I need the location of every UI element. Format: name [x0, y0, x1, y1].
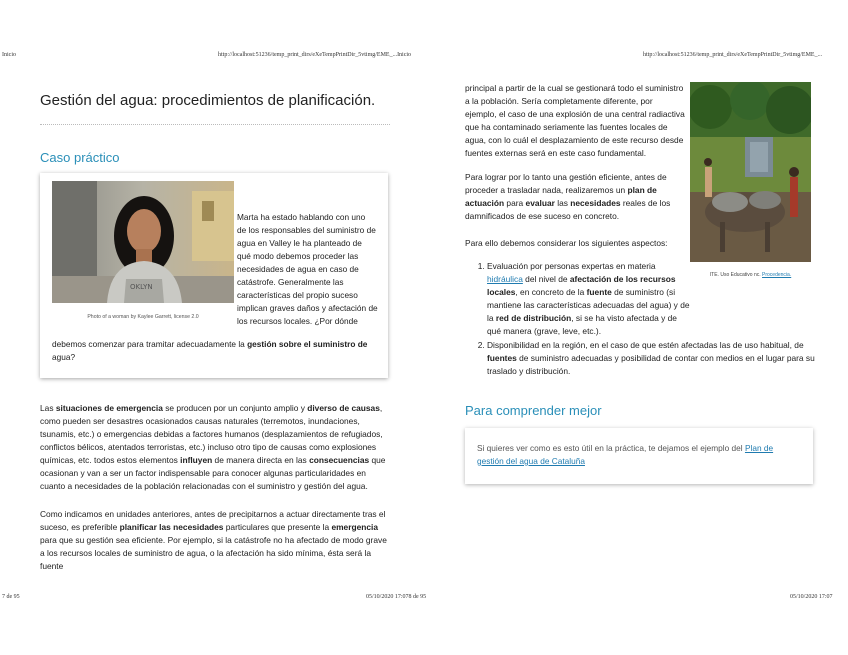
case-study-heading: Caso práctico: [40, 150, 120, 165]
case-text-line-5: necesidades de agua en caso de: [237, 264, 359, 274]
case-text-line-8: implican graves daños y afectación de: [237, 303, 378, 313]
woman-photo-caption: Photo of a woman by Kaylee Garrett, license 2.0: [87, 314, 199, 320]
text-run: de suministro (si mantiene las características adecuadas del agua) y de la: [487, 287, 690, 323]
print-footer-page-left: 7 de 95: [2, 594, 20, 600]
title-divider: [40, 124, 390, 125]
text-run: Evaluación por personas expertas en materia: [487, 261, 656, 271]
left-paragraph-2: [40, 508, 390, 573]
bold-run: necesidades: [570, 198, 621, 208]
right-paragraph-1: principal a partir de la cual se gestionará todo el suministro a la población. Sería completamente diferente, por ejemplo, el caso de una explosión de una central radiactiva que ha contaminado seriamente las fuentes locales de agua, con lo cuál el desplazamiento de este recurso desde fuentes externas será en este caso fundamental.: [465, 83, 685, 158]
bold-run: planificar las necesidades: [119, 522, 224, 532]
text-run: se producen por un conjunto amplio y: [162, 403, 308, 413]
case-text-line-1: Marta ha estado hablando con uno: [237, 212, 366, 222]
case-text-line-6: catástrofe. Generalmente las: [237, 277, 344, 287]
plan-gestion-link[interactable]: Plan de gestión del agua de Cataluña: [477, 443, 774, 466]
text-run: que ocasionan y van a ser un factor indispensable para conocer algunas particularidades en cuanto a necesidades de la población relacionadas con el suministro y gestión del agua.: [40, 455, 386, 491]
hidraulica-link[interactable]: hidráulica: [487, 274, 523, 284]
page-title: Gestión del agua: procedimientos de planificación.: [40, 92, 376, 109]
case-text-tail: [52, 338, 382, 364]
bold-run: diverso de causas: [307, 403, 380, 413]
bold-run: plan de actuación: [465, 185, 657, 208]
text-run: particulares que presente la: [223, 522, 332, 532]
bold-run: emergencia: [331, 522, 378, 532]
bold-run: evaluar: [525, 198, 555, 208]
case-text-line-4: qué modo debemos proceder las: [237, 251, 359, 261]
text-run: de suministro adecuadas y posibilidad de contar con medios en el lugar para su traslado y distribución.: [487, 353, 815, 376]
case-text-tail-bold: gestión sobre el suministro de: [247, 339, 368, 349]
text-run: del nivel de: [522, 274, 570, 284]
bold-run: afectación de los recursos locales: [487, 274, 676, 297]
text-run: , en concreto de la: [515, 287, 587, 297]
case-text-line-2: de los responsables del suministro de: [237, 225, 376, 235]
bold-run: fuente: [586, 287, 612, 297]
print-header-url-left: http://localhost:51236/temp_print_dirs/eXeTempPrintDir_5vtimg/EME_...Inicio: [218, 52, 412, 58]
left-paragraph-1: [40, 402, 390, 493]
print-footer-center: 05/10/2020 17:078 de 95: [366, 594, 427, 600]
text-run: Disponibilidad en la región, en el caso de que estén afectadas las de uso habitual, de: [487, 340, 804, 350]
text-run: Como indicamos en unidades anteriores, antes de precipitarnos a actuar directamente tras el suceso, es preferible: [40, 509, 386, 532]
right-paragraph-3: Para ello debemos considerar los siguientes aspectos:: [465, 238, 668, 248]
text-run: Si quieres ver como es esto útil en la práctica, te dejamos el ejemplo del: [477, 443, 745, 453]
print-header-title-left: Inicio: [2, 52, 16, 58]
text-run: reales de los damnificados de ese suceso en concreto.: [465, 198, 671, 221]
print-header-url-right: http://localhost:51236/temp_print_dirs/eXeTempPrintDir_5vtimg/EME_...: [643, 52, 823, 58]
text-run: para: [504, 198, 526, 208]
photo-caption-text: ITE. Uso Educativo nc.: [709, 272, 763, 278]
case-text-tail-lead: debemos comenzar para tramitar adecuadamente la: [52, 339, 245, 349]
text-run: de manera directa en las: [212, 455, 310, 465]
donkeys-water-photo: [690, 82, 811, 262]
understand-heading: Para comprender mejor: [465, 403, 602, 418]
case-text-line-3: agua en Valley le ha planteado de: [237, 238, 362, 248]
text-run: las: [554, 198, 571, 208]
bold-run: red de distribución: [495, 313, 572, 323]
case-text-tail-end: agua?: [52, 352, 76, 362]
case-text-line-9: los recursos locales. ¿Por dónde: [237, 316, 358, 326]
understand-text: [477, 442, 802, 468]
print-footer-right: 05/10/2020 17:07: [790, 594, 833, 600]
bold-run: situaciones de emergencia: [55, 403, 163, 413]
case-text-line-7: características del propio suceso: [237, 290, 358, 300]
text-run: Las: [40, 403, 56, 413]
text-run: , como pueden ser desastres ocasionados causas naturales (terremotos, inundaciones, tsunamis, etc.) o emergencias debidas a factores humanos (desplazamientos de refugiados, conflictos bélicos, atentados terroristas, etc.) incluso otro tipo de causas como explosiones químicas, etc. todos estos elementos: [40, 403, 383, 465]
woman-photo: [52, 181, 234, 303]
text-run: para que su gestión sea eficiente. Por ejemplo, si la catástrofe no ha afectado de modo grave a los recursos locales de suministro de agua, o la afectación ha sido mínima, ésta será la fuente: [40, 535, 387, 571]
aspects-list: [475, 260, 827, 379]
right-paragraph-2: [465, 171, 685, 223]
case-study-box: [40, 173, 388, 378]
list-item: [487, 339, 827, 378]
bold-run: fuentes: [487, 353, 517, 363]
understand-box: [465, 428, 813, 484]
list-item: [487, 260, 692, 338]
bold-run: influyen: [180, 455, 213, 465]
text-run: , si se ha visto afectada y de qué manera (grave, leve, etc.).: [487, 313, 677, 336]
text-run: Para lograr por lo tanto una gestión eficiente, antes de proceder a trasladar nada, realizaremos un: [465, 172, 667, 195]
svg-text:OKLYN: OKLYN: [130, 283, 153, 291]
procedencia-link[interactable]: Procedencia.: [762, 272, 792, 278]
bold-run: consecuencias: [309, 455, 370, 465]
